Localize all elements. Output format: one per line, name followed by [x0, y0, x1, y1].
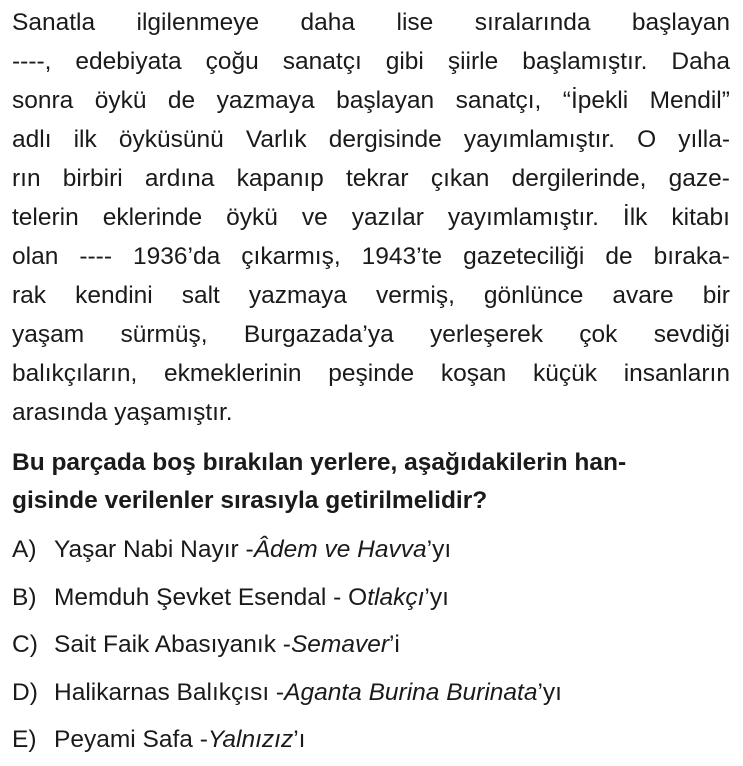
option-letter: C)	[12, 631, 38, 658]
word: sürmüş,	[120, 321, 208, 348]
option-suffix: ’ı	[293, 726, 306, 753]
word: eklerinde	[102, 204, 203, 231]
word: kendini	[75, 282, 153, 309]
passage-line	[12, 81, 730, 120]
passage-line	[12, 159, 730, 198]
word: koşan	[440, 360, 507, 387]
option-author: Memduh Şevket Esendal - O	[54, 583, 368, 611]
word: yayımlamıştır.	[447, 204, 599, 231]
option-letter: B)	[12, 583, 37, 611]
word: rın	[12, 165, 41, 192]
option-c[interactable]	[12, 621, 730, 669]
word: yazmaya	[248, 282, 347, 309]
option-work-title: Yalnızız	[207, 726, 294, 753]
word: sanatçı,	[455, 87, 542, 114]
passage-line: arasında yaşamıştır.	[12, 399, 233, 426]
word: kitabı	[671, 204, 730, 231]
word: de	[605, 243, 633, 270]
word: İlk	[622, 204, 648, 231]
option-work-title: Semaver	[290, 631, 389, 658]
word: çıkarmış,	[241, 243, 341, 270]
word: de	[167, 87, 196, 114]
word: başlayan	[631, 9, 730, 36]
word: küçük	[532, 360, 597, 387]
word: Burgazada’ya	[243, 321, 394, 348]
word: sevdiği	[653, 321, 730, 348]
word: dergisinde	[328, 126, 442, 153]
passage-line	[12, 3, 730, 42]
option-suffix: ’yı	[537, 678, 562, 706]
passage-line	[12, 276, 730, 315]
word: şiirle	[447, 48, 499, 75]
word: ardına	[144, 165, 215, 192]
option-author: Peyami Safa -	[54, 726, 208, 753]
option-author: Halikarnas Balıkçısı -	[54, 678, 285, 706]
option-author: Sait Faik Abasıyanık -	[54, 631, 291, 658]
word: öykü	[94, 87, 147, 114]
word: çok	[579, 321, 618, 348]
option-a[interactable]	[12, 526, 730, 574]
option-suffix: ’yı	[424, 583, 449, 611]
word: başlamıştır.	[522, 48, 648, 75]
question-line: Bu parçada boş bırakılan yerlere, aşağıdakilerin han-	[12, 449, 627, 476]
word: lise	[396, 9, 434, 36]
word: başlayan	[336, 87, 435, 114]
word: yayımlamıştır.	[463, 126, 615, 153]
word: yazmaya	[216, 87, 315, 114]
option-suffix: ’i	[388, 631, 400, 658]
word: olan	[12, 243, 59, 270]
word: gönlünce	[483, 282, 584, 309]
word: yazılar	[351, 204, 424, 231]
word: telerin	[12, 204, 79, 231]
word: ilgilenmeye	[136, 9, 260, 36]
word: ----	[79, 243, 112, 270]
option-work-title: tlakçı	[367, 583, 425, 611]
passage-line	[12, 42, 730, 81]
option-e[interactable]	[12, 716, 730, 764]
word: ekmeklerinin	[164, 360, 302, 387]
option-work-title: Âdem ve Havva	[253, 536, 427, 563]
question-stem	[12, 444, 730, 520]
word: gaze-	[668, 165, 730, 192]
word: tekrar	[345, 165, 409, 192]
word: gazeteciliği	[463, 243, 585, 270]
option-author: Yaşar Nabi Nayır -	[54, 536, 254, 563]
word: Varlık	[245, 126, 307, 153]
answer-options	[12, 526, 730, 764]
word: yaşam	[12, 321, 85, 348]
option-letter: D)	[12, 678, 38, 706]
word: dergilerinde,	[511, 165, 647, 192]
word: bıraka-	[653, 243, 730, 270]
word: Sanatla	[12, 9, 96, 36]
word: Daha	[671, 48, 730, 75]
option-suffix: ’yı	[426, 536, 452, 563]
word: insanların	[623, 360, 730, 387]
passage-line	[12, 237, 730, 276]
passage-line	[12, 315, 730, 354]
word: yerleşerek	[429, 321, 543, 348]
word: 1936’da	[133, 243, 221, 270]
option-work-title: Aganta Burina Burinata	[284, 678, 538, 706]
word: yılla-	[678, 126, 730, 153]
option-letter: E)	[12, 726, 37, 753]
word: öykü	[226, 204, 278, 231]
word: adlı	[12, 126, 52, 153]
passage-line	[12, 198, 730, 237]
word: “İpekli	[562, 87, 629, 114]
word: balıkçıların,	[12, 360, 138, 387]
word: Mendil”	[649, 87, 730, 114]
word: ve	[301, 204, 328, 231]
word: 1943’te	[361, 243, 443, 270]
question-page	[12, 3, 730, 764]
passage-line	[12, 120, 730, 159]
word: ----,	[12, 48, 52, 75]
word: rak	[12, 282, 47, 309]
word: salt	[181, 282, 220, 309]
word: çoğu	[205, 48, 259, 75]
word: edebiyata	[75, 48, 182, 75]
word: sıralarında	[474, 9, 591, 36]
word: çıkan	[430, 165, 490, 192]
word: bir	[702, 282, 730, 309]
word: ilk	[73, 126, 97, 153]
passage-line	[12, 354, 730, 393]
word: daha	[300, 9, 356, 36]
option-d[interactable]	[12, 669, 730, 717]
word: birbiri	[62, 165, 123, 192]
question-line: gisinde verilenler sırasıyla getirilmelidir?	[12, 487, 488, 514]
passage	[12, 3, 730, 432]
word: sonra	[12, 87, 74, 114]
option-letter: A)	[12, 536, 37, 563]
word: O	[637, 126, 657, 153]
word: öyküsünü	[118, 126, 224, 153]
option-b[interactable]	[12, 574, 730, 622]
word: avare	[612, 282, 674, 309]
word: sanatçı	[282, 48, 362, 75]
word: peşinde	[328, 360, 415, 387]
word: kapanıp	[236, 165, 324, 192]
word: gibi	[385, 48, 424, 75]
word: vermiş,	[375, 282, 455, 309]
